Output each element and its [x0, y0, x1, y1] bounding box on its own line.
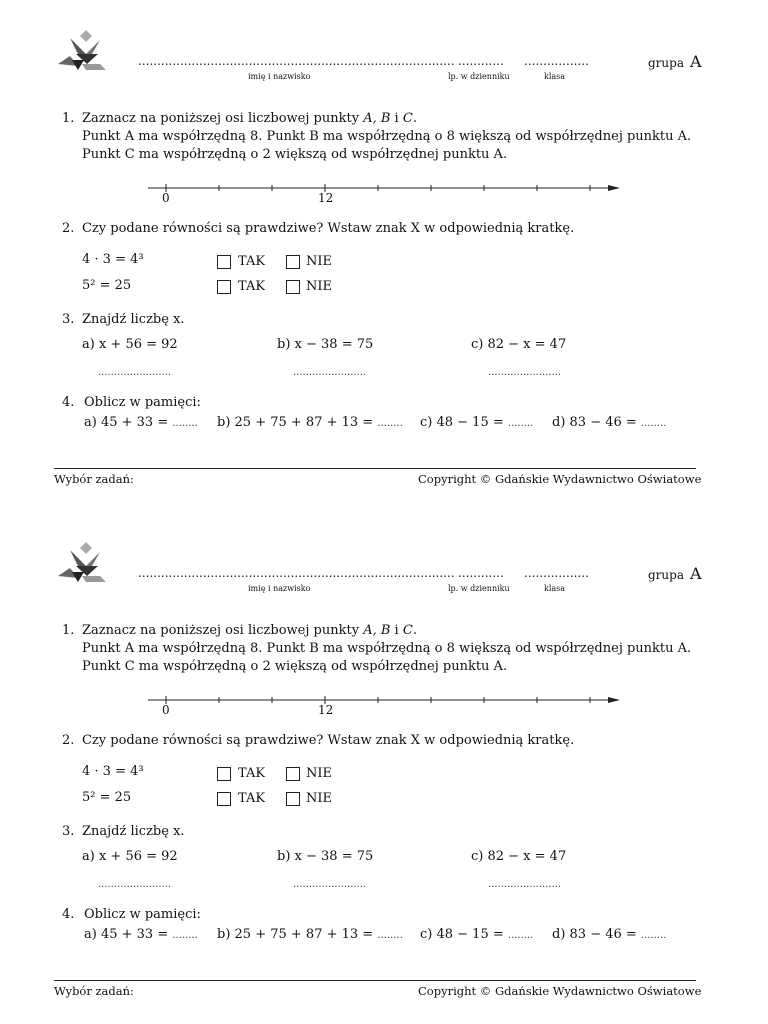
publisher-logo-icon: [56, 542, 106, 584]
q3-b-answer[interactable]: .......................: [293, 367, 367, 378]
q2-eq2-yes-label: TAK: [238, 279, 266, 294]
q4-b-answer[interactable]: ........: [377, 418, 403, 429]
q1-line2: Punkt A ma współrzędną 8. Punkt B ma współrzędną o 8 większą od współrzędnej punktu A.: [82, 129, 692, 144]
footer-left: Wybór zadań:: [54, 984, 134, 998]
q2-eq1-yes-label: TAK: [238, 766, 266, 781]
q2-equation-1: 4 · 3 = 4³: [82, 764, 144, 779]
q2-eq2-yes-label: TAK: [238, 791, 266, 806]
group-letter: A: [689, 564, 702, 583]
q2-text: Czy podane równości są prawdziwe? Wstaw znak X w odpowiednią kratkę.: [82, 221, 575, 236]
q2-eq2-no-label: NIE: [306, 279, 332, 294]
name-label: imię i nazwisko: [248, 584, 311, 593]
q1-number: 1.: [62, 111, 75, 126]
q1-line1: Zaznacz na poniższej osi liczbowej punkty A, B i C.: [82, 623, 417, 638]
q1-line3: Punkt C ma współrzędną o 2 większą od współrzędnej punktu A.: [82, 147, 508, 162]
q4-c: c) 48 − 15 = ........: [420, 927, 534, 942]
q1-line2: Punkt A ma współrzędną 8. Punkt B ma współrzędną o 8 większą od współrzędnej punktu A.: [82, 641, 692, 656]
number-line[interactable]: [148, 692, 620, 708]
q4-text: Oblicz w pamięci:: [84, 907, 201, 922]
q2-number: 2.: [62, 221, 75, 236]
axis-label-0: 0: [162, 191, 170, 205]
q2-equation-1: 4 · 3 = 4³: [82, 252, 144, 267]
klasa-label: klasa: [544, 584, 566, 593]
klasa-label: klasa: [544, 72, 566, 81]
klasa-dots[interactable]: .................: [524, 566, 589, 580]
q1-text: [82, 622, 691, 676]
q2-number: 2.: [62, 733, 75, 748]
q2-equation-2: 5² = 25: [82, 278, 132, 293]
q2-eq2-no-checkbox[interactable]: [286, 280, 300, 294]
q2-eq1-no-checkbox[interactable]: [286, 767, 300, 781]
q2-equation-2: 5² = 25: [82, 790, 132, 805]
footer-divider: [54, 980, 696, 981]
q2-eq1-yes-label: TAK: [238, 254, 266, 269]
group-text: grupa: [648, 568, 684, 582]
q4-b: b) 25 + 75 + 87 + 13 = ........: [217, 415, 403, 430]
name-label: imię i nazwisko: [248, 72, 311, 81]
q4-c-answer[interactable]: ........: [507, 418, 534, 429]
footer-divider: [54, 468, 696, 469]
q2-eq2-yes-checkbox[interactable]: [217, 280, 231, 294]
q3-text: Znajdź liczbę x.: [82, 824, 185, 839]
q4-d-answer[interactable]: ........: [640, 930, 667, 941]
q4-a: a) 45 + 33 = ........: [84, 415, 198, 430]
q2-eq1-no-label: NIE: [306, 766, 332, 781]
group-label: [648, 564, 702, 583]
q2-eq1-no-checkbox[interactable]: [286, 255, 300, 269]
q3-c-answer[interactable]: .......................: [488, 367, 562, 378]
axis-label-12: 12: [318, 703, 334, 717]
q1-line3: Punkt C ma współrzędną o 2 większą od współrzędnej punktu A.: [82, 659, 508, 674]
q4-b-answer[interactable]: ........: [377, 930, 403, 941]
klasa-dots[interactable]: .................: [524, 54, 589, 68]
name-dots[interactable]: ...................................................................................: [138, 54, 455, 68]
q2-eq1-no-label: NIE: [306, 254, 332, 269]
q4-d: d) 83 − 46 = ........: [552, 927, 667, 942]
q3-number: 3.: [62, 824, 75, 839]
number-line[interactable]: [148, 180, 620, 196]
group-letter: A: [689, 52, 702, 71]
axis-label-12: 12: [318, 191, 334, 205]
q3-b-answer[interactable]: .......................: [293, 879, 367, 890]
footer-left: Wybór zadań:: [54, 472, 134, 486]
q3-a-answer[interactable]: .......................: [98, 879, 172, 890]
group-label: [648, 52, 702, 71]
lp-dots[interactable]: ............: [458, 566, 504, 580]
q2-text: Czy podane równości są prawdziwe? Wstaw znak X w odpowiednią kratkę.: [82, 733, 575, 748]
q4-c: c) 48 − 15 = ........: [420, 415, 534, 430]
q1-text: [82, 110, 691, 164]
q2-eq2-yes-checkbox[interactable]: [217, 792, 231, 806]
q3-b: b) x − 38 = 75: [277, 849, 374, 864]
group-text: grupa: [648, 56, 684, 70]
q3-c: c) 82 − x = 47: [471, 849, 567, 864]
q3-number: 3.: [62, 312, 75, 327]
q2-eq1-yes-checkbox[interactable]: [217, 767, 231, 781]
q4-c-answer[interactable]: ........: [507, 930, 534, 941]
lp-dots[interactable]: ............: [458, 54, 504, 68]
q2-eq1-yes-checkbox[interactable]: [217, 255, 231, 269]
footer-copyright: Copyright © Gdańskie Wydawnictwo Oświatowe: [418, 472, 702, 486]
q1-number: 1.: [62, 623, 75, 638]
q4-d: d) 83 − 46 = ........: [552, 415, 667, 430]
q4-d-answer[interactable]: ........: [640, 418, 667, 429]
footer-copyright: Copyright © Gdańskie Wydawnictwo Oświatowe: [418, 984, 702, 998]
q3-a: a) x + 56 = 92: [82, 337, 178, 352]
q4-number: 4.: [62, 395, 75, 410]
q3-a: a) x + 56 = 92: [82, 849, 178, 864]
axis-label-0: 0: [162, 703, 170, 717]
q3-b: b) x − 38 = 75: [277, 337, 374, 352]
worksheet-bottom: [0, 512, 768, 1024]
q2-eq2-no-checkbox[interactable]: [286, 792, 300, 806]
q3-c: c) 82 − x = 47: [471, 337, 567, 352]
lp-label: lp. w dzienniku: [448, 584, 510, 593]
q3-a-answer[interactable]: .......................: [98, 367, 172, 378]
q4-a-answer[interactable]: ........: [172, 930, 198, 941]
name-dots[interactable]: ...................................................................................: [138, 566, 455, 580]
q4-text: Oblicz w pamięci:: [84, 395, 201, 410]
q3-text: Znajdź liczbę x.: [82, 312, 185, 327]
q1-line1: Zaznacz na poniższej osi liczbowej punkty A, B i C.: [82, 111, 417, 126]
lp-label: lp. w dzienniku: [448, 72, 510, 81]
q4-b: b) 25 + 75 + 87 + 13 = ........: [217, 927, 403, 942]
q4-a: a) 45 + 33 = ........: [84, 927, 198, 942]
q4-number: 4.: [62, 907, 75, 922]
q3-c-answer[interactable]: .......................: [488, 879, 562, 890]
q4-a-answer[interactable]: ........: [172, 418, 198, 429]
publisher-logo-icon: [56, 30, 106, 72]
q2-eq2-no-label: NIE: [306, 791, 332, 806]
